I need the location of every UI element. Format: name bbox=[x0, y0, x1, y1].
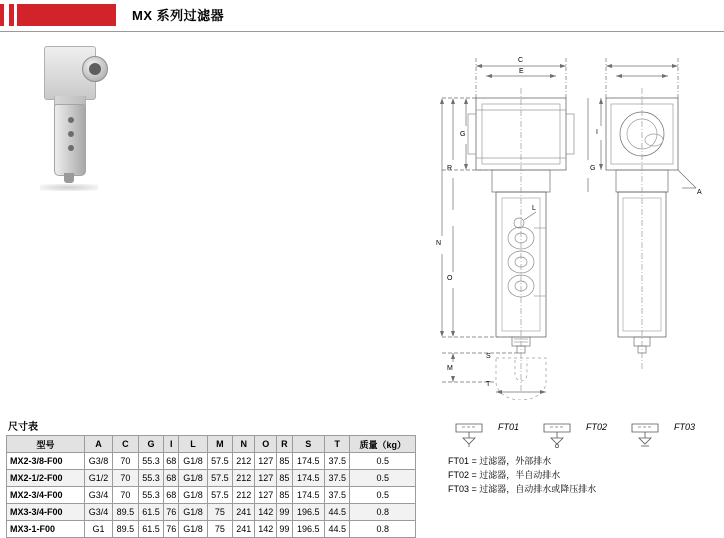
cell-i: 68 bbox=[164, 470, 179, 487]
cell-n: 241 bbox=[233, 504, 255, 521]
cell-o: 127 bbox=[255, 487, 277, 504]
drain-note-ft03: FT03 = 过滤器，自动排水或降压排水 bbox=[448, 484, 597, 494]
col-header-i: I bbox=[164, 436, 179, 453]
filter-drain bbox=[64, 173, 74, 183]
cell-g: 55.3 bbox=[138, 470, 164, 487]
drain-notes bbox=[448, 454, 714, 496]
drain-note-ft02: FT02 = 过滤器，半自动排水 bbox=[448, 470, 561, 480]
table-title: 尺寸表 bbox=[8, 422, 38, 433]
col-header-r: R bbox=[277, 436, 292, 453]
cell-o: 142 bbox=[255, 521, 277, 538]
filter-port-icon bbox=[82, 56, 108, 82]
cell-n: 212 bbox=[233, 453, 255, 470]
svg-text:G: G bbox=[460, 131, 466, 138]
header-divider bbox=[0, 31, 724, 32]
cell-m: 75 bbox=[207, 521, 233, 538]
cell-l: G1/8 bbox=[179, 521, 207, 538]
cell-g: 61.5 bbox=[138, 521, 164, 538]
cell-s: 196.5 bbox=[292, 504, 324, 521]
logo-stripe-1 bbox=[4, 4, 9, 26]
cell-r: 99 bbox=[277, 521, 292, 538]
col-header-m: M bbox=[207, 436, 233, 453]
cell-weight: 0.5 bbox=[350, 470, 416, 487]
cell-o: 142 bbox=[255, 504, 277, 521]
svg-text:A: A bbox=[697, 189, 702, 196]
cell-t: 37.5 bbox=[324, 487, 350, 504]
cell-m: 75 bbox=[207, 504, 233, 521]
svg-text:M: M bbox=[447, 365, 453, 372]
cell-model: MX2-3/8-F00 bbox=[7, 453, 85, 470]
page-header bbox=[0, 0, 724, 32]
table-row bbox=[7, 521, 416, 538]
cell-s: 174.5 bbox=[292, 453, 324, 470]
logo-stripe-2 bbox=[14, 4, 17, 26]
cell-r: 85 bbox=[277, 470, 292, 487]
drain-note-ft01: FT01 = 过滤器，外部排水 bbox=[448, 456, 552, 466]
cell-a: G1 bbox=[84, 521, 112, 538]
product-photo bbox=[14, 46, 124, 191]
col-header-n: N bbox=[233, 436, 255, 453]
cell-a: G1/2 bbox=[84, 470, 112, 487]
cell-model: MX3-1-F00 bbox=[7, 521, 85, 538]
cell-l: G1/8 bbox=[179, 453, 207, 470]
cell-o: 127 bbox=[255, 470, 277, 487]
drain-options-section bbox=[448, 418, 714, 496]
svg-text:E: E bbox=[519, 68, 524, 75]
page-title: MX 系列过滤器 bbox=[132, 8, 225, 23]
cell-i: 68 bbox=[164, 487, 179, 504]
drain-icon-row bbox=[448, 418, 714, 452]
photo-shadow bbox=[40, 184, 98, 191]
cell-model: MX2-1/2-F00 bbox=[7, 470, 85, 487]
col-header-o: O bbox=[255, 436, 277, 453]
col-header-g: G bbox=[138, 436, 164, 453]
dimension-table bbox=[6, 435, 416, 538]
cell-n: 212 bbox=[233, 470, 255, 487]
brand-logo-icon bbox=[0, 4, 116, 26]
cell-t: 44.5 bbox=[324, 521, 350, 538]
cell-n: 212 bbox=[233, 487, 255, 504]
table-row bbox=[7, 504, 416, 521]
technical-drawings bbox=[420, 40, 716, 400]
table-row bbox=[7, 487, 416, 504]
cell-i: 76 bbox=[164, 521, 179, 538]
drain-option-ft03 bbox=[624, 418, 710, 452]
svg-text:S: S bbox=[486, 353, 491, 360]
drawing-svg bbox=[420, 40, 716, 400]
cell-t: 37.5 bbox=[324, 453, 350, 470]
cell-o: 127 bbox=[255, 453, 277, 470]
ft03-label: FT03 bbox=[674, 422, 696, 432]
col-header-s: S bbox=[292, 436, 324, 453]
cell-g: 55.3 bbox=[138, 453, 164, 470]
cell-s: 174.5 bbox=[292, 470, 324, 487]
drain-option-ft02 bbox=[536, 418, 622, 452]
col-header-a: A bbox=[84, 436, 112, 453]
cell-weight: 0.5 bbox=[350, 487, 416, 504]
cell-model: MX2-3/4-F00 bbox=[7, 487, 85, 504]
cell-model: MX3-3/4-F00 bbox=[7, 504, 85, 521]
cell-g: 55.3 bbox=[138, 487, 164, 504]
svg-text:I: I bbox=[596, 129, 598, 136]
col-header-c: C bbox=[113, 436, 139, 453]
drain-option-ft01 bbox=[448, 418, 534, 452]
cell-a: G3/8 bbox=[84, 453, 112, 470]
cell-t: 37.5 bbox=[324, 470, 350, 487]
dimension-table-section bbox=[6, 418, 416, 538]
cell-s: 196.5 bbox=[292, 521, 324, 538]
cell-l: G1/8 bbox=[179, 504, 207, 521]
table-row bbox=[7, 470, 416, 487]
filter-bowl bbox=[54, 104, 86, 176]
filter-head bbox=[44, 46, 96, 100]
cell-m: 57.5 bbox=[207, 470, 233, 487]
cell-weight: 0.8 bbox=[350, 521, 416, 538]
svg-text:T: T bbox=[486, 381, 491, 388]
cell-weight: 0.8 bbox=[350, 504, 416, 521]
cell-c: 70 bbox=[113, 453, 139, 470]
col-header-t: T bbox=[324, 436, 350, 453]
cell-weight: 0.5 bbox=[350, 453, 416, 470]
ft03-symbol-icon bbox=[624, 418, 670, 448]
ft01-label: FT01 bbox=[498, 422, 520, 432]
ft01-symbol-icon bbox=[448, 418, 494, 448]
cell-t: 44.5 bbox=[324, 504, 350, 521]
cell-s: 174.5 bbox=[292, 487, 324, 504]
cell-a: G3/4 bbox=[84, 487, 112, 504]
cell-n: 241 bbox=[233, 521, 255, 538]
svg-text:O: O bbox=[447, 275, 453, 282]
table-header-row bbox=[7, 436, 416, 453]
table-row bbox=[7, 453, 416, 470]
cell-l: G1/8 bbox=[179, 487, 207, 504]
bowl-dot bbox=[68, 131, 74, 137]
cell-c: 70 bbox=[113, 487, 139, 504]
cell-c: 70 bbox=[113, 470, 139, 487]
svg-text:L: L bbox=[532, 205, 536, 212]
bowl-dot bbox=[68, 145, 74, 151]
cell-a: G3/4 bbox=[84, 504, 112, 521]
svg-text:G: G bbox=[590, 165, 596, 172]
cell-i: 68 bbox=[164, 453, 179, 470]
col-header-model: 型号 bbox=[7, 436, 85, 453]
cell-l: G1/8 bbox=[179, 470, 207, 487]
cell-c: 89.5 bbox=[113, 521, 139, 538]
svg-text:N: N bbox=[436, 240, 442, 247]
ft02-symbol-icon bbox=[536, 418, 582, 448]
bowl-dot bbox=[68, 117, 74, 123]
cell-m: 57.5 bbox=[207, 453, 233, 470]
col-header-weight: 质量（kg） bbox=[350, 436, 416, 453]
cell-g: 61.5 bbox=[138, 504, 164, 521]
cell-r: 85 bbox=[277, 453, 292, 470]
cell-r: 85 bbox=[277, 487, 292, 504]
svg-text:R: R bbox=[447, 165, 453, 172]
ft02-label: FT02 bbox=[586, 422, 608, 432]
col-header-l: L bbox=[179, 436, 207, 453]
cell-m: 57.5 bbox=[207, 487, 233, 504]
cell-c: 89.5 bbox=[113, 504, 139, 521]
cell-r: 99 bbox=[277, 504, 292, 521]
svg-text:C: C bbox=[518, 57, 524, 64]
cell-i: 76 bbox=[164, 504, 179, 521]
